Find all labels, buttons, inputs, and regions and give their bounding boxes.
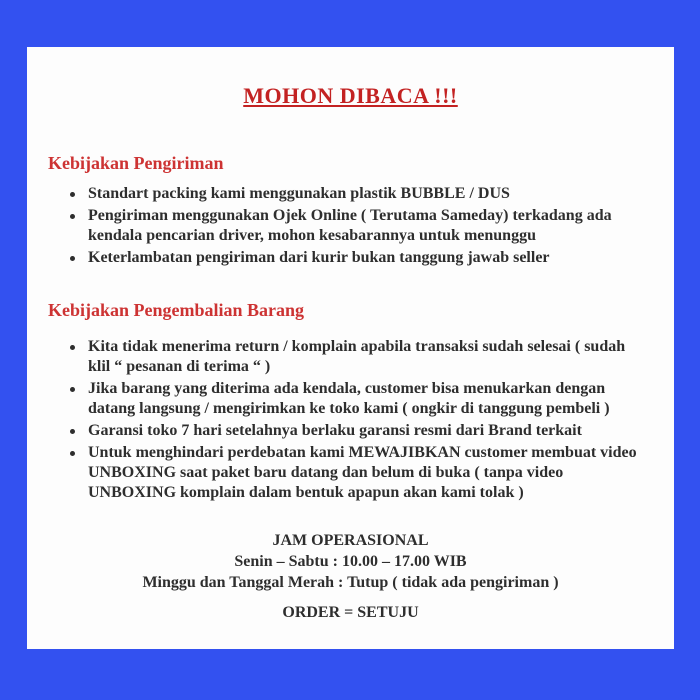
list-item — [70, 379, 644, 419]
list-item-text: Kita tidak menerima return / komplain apabila transaksi sudah selesai ( sudah klil “ pesanan di terima “ ) — [88, 338, 626, 375]
bullet-icon — [70, 387, 75, 392]
list-item — [70, 206, 644, 246]
list-item-text: Standart packing kami menggunakan plastik BUBBLE / DUS — [88, 185, 510, 202]
operational-hours-title: JAM OPERASIONAL — [272, 532, 429, 549]
section-heading-pengembalian: Kebijakan Pengembalian Barang — [48, 300, 305, 320]
list-item-text: Jika barang yang diterima ada kendala, customer bisa menukarkan dengan datang langsung / mengirimkan ke toko kami ( ongkir di tanggung pembeli ) — [88, 380, 610, 417]
bullet-icon — [70, 451, 75, 456]
list-item-text: Keterlambatan pengiriman dari kurir bukan tanggung jawab seller — [88, 249, 550, 266]
bullet-icon — [70, 192, 75, 197]
list-item — [70, 421, 644, 441]
order-agreement-line: ORDER = SETUJU — [282, 604, 419, 621]
bullet-icon — [70, 256, 75, 261]
pengiriman-bullet-list — [70, 184, 644, 268]
bullet-icon — [70, 345, 75, 350]
list-item — [70, 184, 644, 204]
list-item — [70, 248, 644, 268]
notice-panel — [27, 47, 674, 649]
list-item-text: Untuk menghindari perdebatan kami MEWAJIBKAN customer membuat video UNBOXING saat paket baru datang dan belum di buka ( tanpa video UNBOXING komplain dalam bentuk apapun akan kami tolak ) — [88, 444, 637, 501]
operational-hours-sunday: Minggu dan Tanggal Merah : Tutup ( tidak ada pengiriman ) — [142, 574, 559, 591]
footer-block — [27, 530, 674, 623]
operational-hours-weekdays: Senin – Sabtu : 10.00 – 17.00 WIB — [234, 553, 467, 570]
list-item-text: Pengiriman menggunakan Ojek Online ( Terutama Sameday) terkadang ada kendala pencarian driver, mohon kesabarannya untuk menunggu — [88, 207, 612, 244]
section-heading-pengiriman: Kebijakan Pengiriman — [48, 153, 224, 173]
list-item — [70, 443, 644, 503]
bullet-icon — [70, 214, 75, 219]
list-item-text: Garansi toko 7 hari setelahnya berlaku garansi resmi dari Brand terkait — [88, 422, 582, 439]
pengembalian-bullet-list — [70, 337, 644, 503]
notice-title: MOHON DIBACA !!! — [243, 83, 458, 108]
bullet-icon — [70, 429, 75, 434]
list-item — [70, 337, 644, 377]
